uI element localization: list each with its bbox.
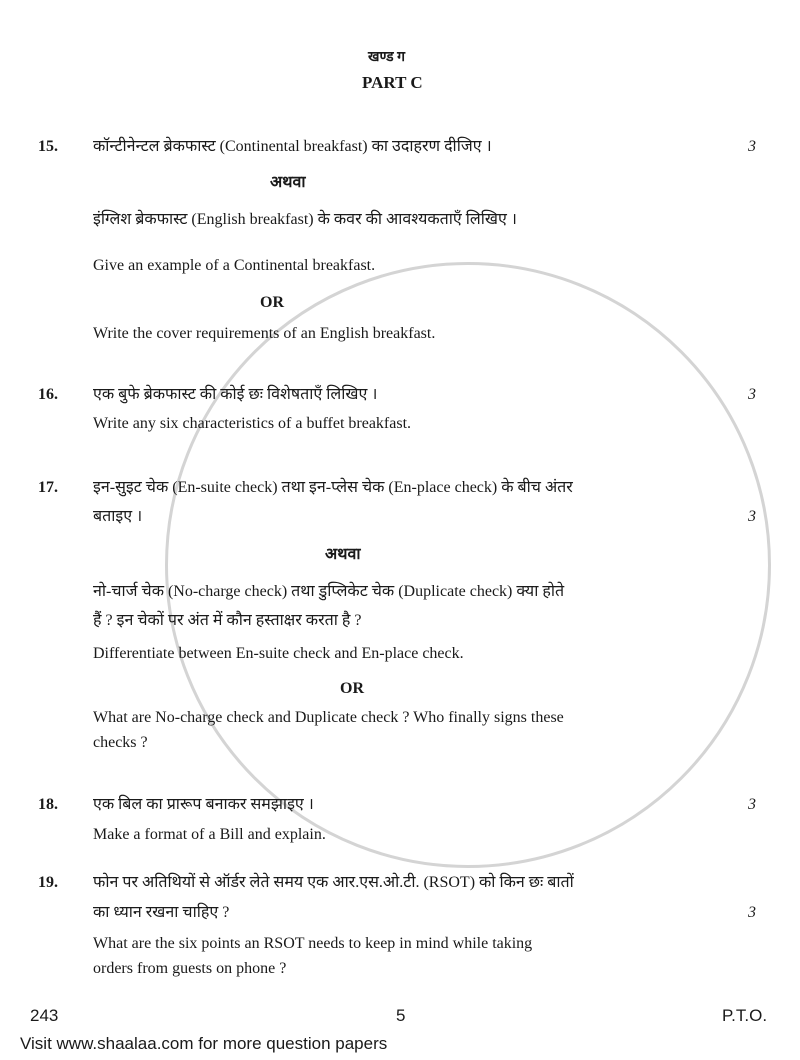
question-text: नो-चार्ज चेक (No-charge check) तथा डुप्लिकेट चेक (Duplicate check) क्या होते	[93, 583, 565, 600]
question-text: Make a format of a Bill and explain.	[93, 826, 326, 843]
question-text: orders from guests on phone ?	[93, 960, 287, 977]
section-title: PART C	[362, 73, 423, 92]
question-text: इंग्लिश ब्रेकफास्ट (English breakfast) के कवर की आवश्यकताएँ लिखिए ।	[93, 211, 517, 228]
question-number: 18.	[38, 796, 58, 813]
question-marks: 3	[748, 904, 756, 921]
question-text: एक बिल का प्रारूप बनाकर समझाइए ।	[93, 796, 314, 813]
question-text: What are No-charge check and Duplicate check ? Who finally signs these	[93, 709, 564, 726]
visit-link[interactable]: Visit www.shaalaa.com for more question papers	[20, 1034, 388, 1053]
or-label: OR	[340, 680, 364, 697]
question-text: कॉन्टीनेन्टल ब्रेकफास्ट (Continental breakfast) का उदाहरण दीजिए ।	[93, 138, 492, 155]
question-text: का ध्यान रखना चाहिए ?	[93, 904, 230, 921]
page-number: 5	[396, 1006, 406, 1025]
paper-code: 243	[30, 1006, 59, 1025]
question-text: बताइए ।	[93, 508, 143, 525]
question-text: Write the cover requirements of an English breakfast.	[93, 325, 436, 342]
watermark-circle	[165, 262, 771, 868]
question-number: 17.	[38, 479, 58, 496]
or-label-hindi: अथवा	[270, 174, 306, 191]
question-text: What are the six points an RSOT needs to keep in mind while taking	[93, 935, 533, 952]
question-text: इन-सुइट चेक (En-suite check) तथा इन-प्लेस चेक (En-place check) के बीच अंतर	[93, 479, 573, 496]
question-marks: 3	[748, 508, 756, 525]
section-title-hindi: खण्ड ग	[368, 50, 405, 65]
question-text: फोन पर अतिथियों से ऑर्डर लेते समय एक आर.एस.ओ.टी. (RSOT) को किन छः बातों	[93, 874, 574, 891]
question-text: एक बुफे ब्रेकफास्ट की कोई छः विशेषताएँ लिखिए ।	[93, 386, 378, 403]
question-text: Write any six characteristics of a buffet breakfast.	[93, 415, 412, 432]
or-label-hindi: अथवा	[325, 546, 361, 563]
question-text: हैं ? इन चेकों पर अंत में कौन हस्ताक्षर करता है ?	[93, 612, 362, 629]
pto-label: P.T.O.	[722, 1006, 768, 1025]
question-marks: 3	[748, 386, 756, 403]
question-number: 15.	[38, 138, 58, 155]
or-label: OR	[260, 294, 284, 311]
question-text: checks ?	[93, 734, 148, 751]
question-number: 19.	[38, 874, 58, 891]
question-text: Differentiate between En-suite check and En-place check.	[93, 645, 464, 662]
question-number: 16.	[38, 386, 58, 403]
question-marks: 3	[748, 796, 756, 813]
question-text: Give an example of a Continental breakfast.	[93, 257, 376, 274]
question-marks: 3	[748, 138, 756, 155]
